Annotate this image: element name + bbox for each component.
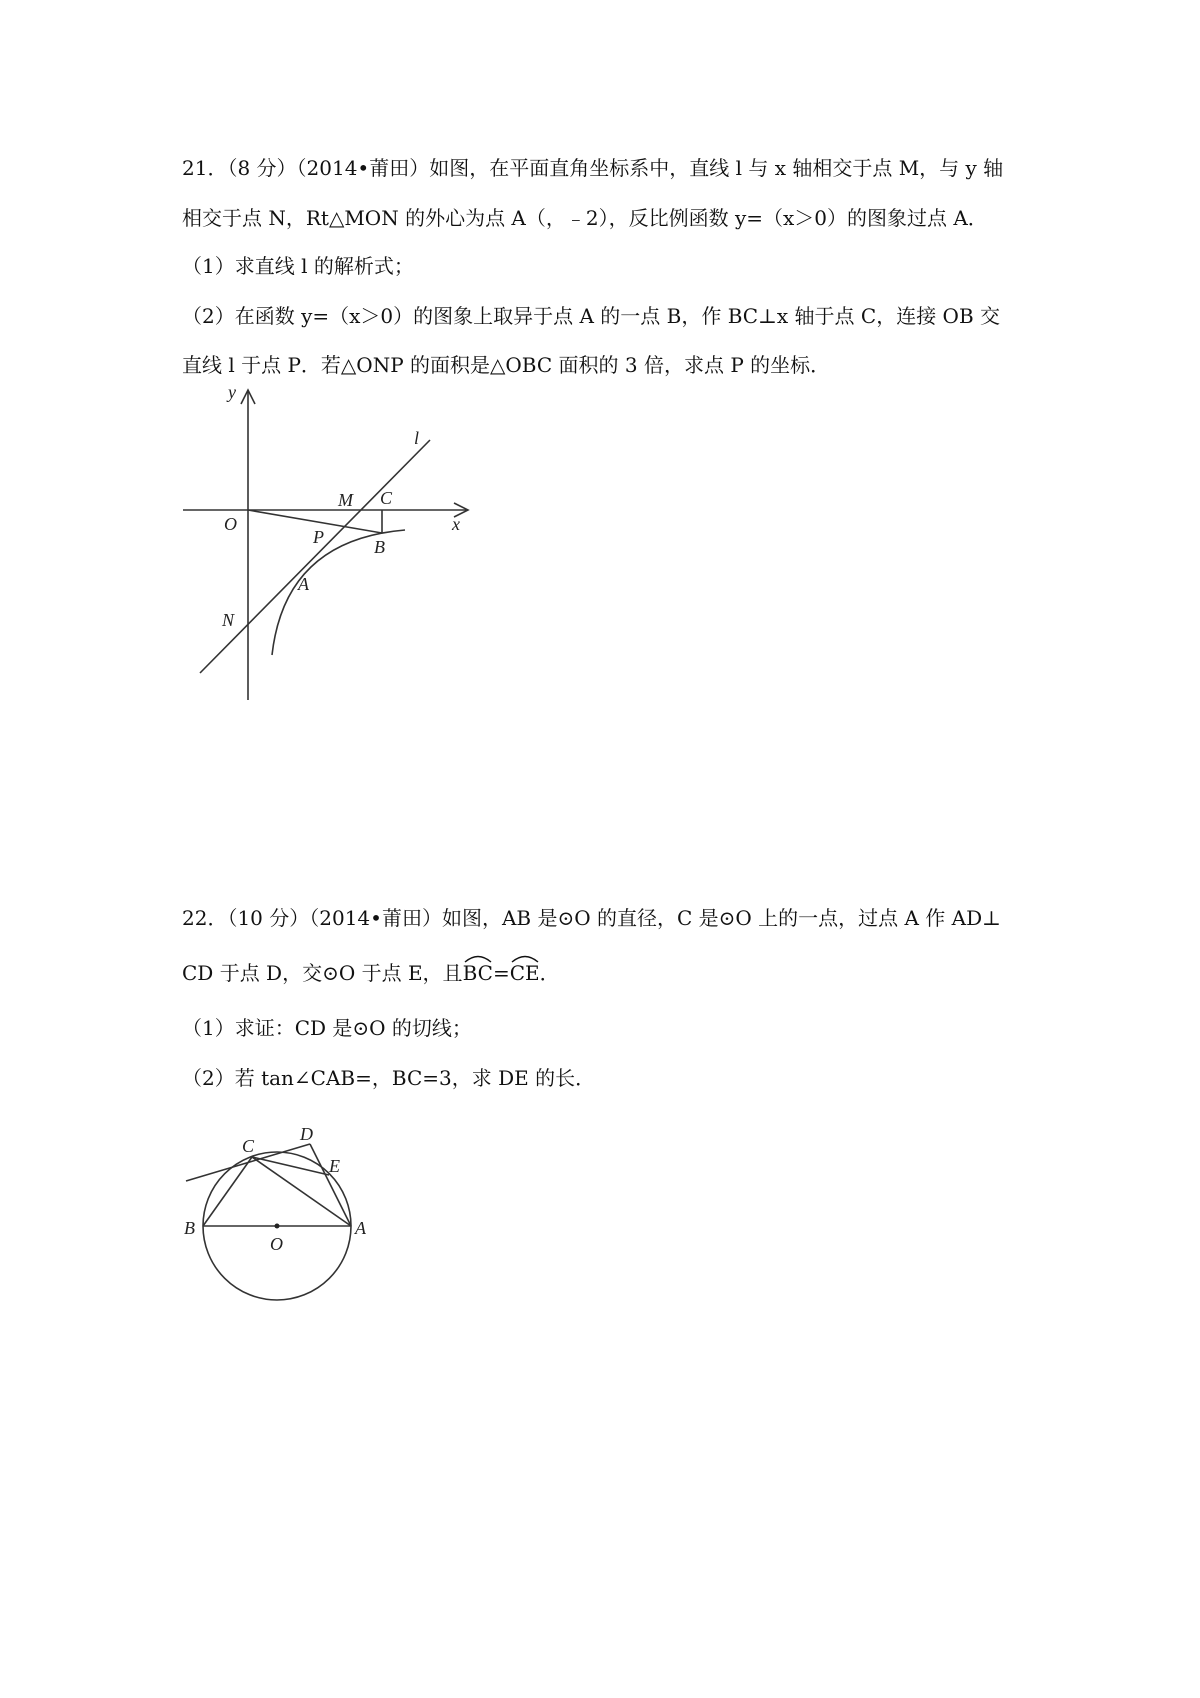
label-m: M <box>338 490 353 510</box>
q22-part1: （1）求证：CD 是⊙O 的切线； <box>182 1016 472 1040</box>
line-l <box>200 440 430 673</box>
label-o: O <box>224 514 237 534</box>
q22-line2-pre: CD 于点 D，交⊙O 于点 E，且 <box>182 961 463 985</box>
q22-line2-post: ． <box>539 961 560 985</box>
label-b: B <box>374 537 385 557</box>
label-y: y <box>228 382 236 402</box>
arc-ce: CE <box>510 963 540 983</box>
q22-line1: 22．（10 分）（2014•莆田）如图，AB 是⊙O 的直径，C 是⊙O 上的一点，过点 A 作 AD⊥ <box>182 906 1001 930</box>
label-c: C <box>380 488 393 508</box>
segment-bc <box>203 1157 252 1226</box>
q22-figure <box>180 1105 380 1305</box>
arc-bc-mark <box>463 953 493 963</box>
label-b: B <box>184 1218 195 1238</box>
label-d: D <box>300 1124 313 1144</box>
label-e: E <box>329 1156 340 1176</box>
label-l: l <box>414 428 420 448</box>
center-dot <box>275 1224 280 1229</box>
arc-ce-mark <box>510 953 540 963</box>
label-a: A <box>355 1218 366 1238</box>
label-x: x <box>452 514 460 534</box>
q22-part2: （2）若 tan∠CAB=，BC=3，求 DE 的长． <box>182 1066 596 1090</box>
q21-part2-line2: 直线 l 于点 P．若△ONP 的面积是△OBC 面积的 3 倍，求点 P 的坐标． <box>182 353 831 377</box>
q21-line2: 相交于点 N，Rt△MON 的外心为点 A（，﹣2），反比例函数 y=（x＞0）的图象过点 A． <box>182 206 988 230</box>
q22-line2 <box>182 963 560 983</box>
arc-bc: BC <box>463 963 493 983</box>
label-o: O <box>270 1234 283 1254</box>
q21-line1: 21．（8 分）（2014•莆田）如图，在平面直角坐标系中，直线 l 与 x 轴相交于点 M，与 y 轴 <box>182 156 1004 180</box>
label-p: P <box>313 527 324 547</box>
q21-part2-line1: （2）在函数 y=（x＞0）的图象上取异于点 A 的一点 B，作 BC⊥x 轴于点 C，连接 OB 交 <box>182 304 1000 328</box>
hyperbola-curve <box>272 530 405 655</box>
q21-part1: （1）求直线 l 的解析式； <box>182 254 414 278</box>
q21-figure <box>180 375 480 705</box>
label-n: N <box>222 610 235 630</box>
q22-equals: = <box>492 961 510 985</box>
label-a: A <box>298 574 309 594</box>
label-c: C <box>242 1136 255 1156</box>
